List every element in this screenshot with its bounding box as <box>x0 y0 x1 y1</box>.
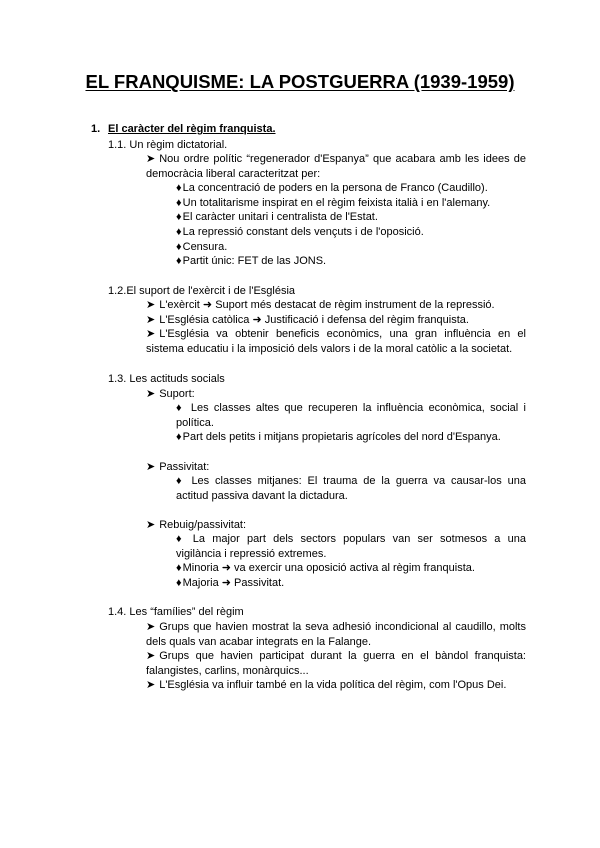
list-item-text: Les classes mitjanes: El trauma de la guerra va causar-los una actitud passiva davant la dictadura. <box>176 475 526 502</box>
item-text: Suport: <box>159 388 195 400</box>
subsection-heading-1-2: 1.2.El suport de l'exèrcit i de l'Església <box>108 285 296 297</box>
subsection-heading-1-4: 1.4. Les “famílies” del règim <box>108 606 244 618</box>
list-item <box>176 532 526 562</box>
diamond-bullet-icon: ♦ <box>176 431 182 443</box>
right-arrow-icon: ➜ <box>202 299 213 311</box>
item-text: L'Església va obtenir beneficis econòmics, una gran influència en el sistema educatiu i la imposició dels valors i de la moral catòlic a la societat. <box>146 328 526 355</box>
arrow-bullet-icon: ➤ <box>146 621 156 633</box>
list-item <box>176 254 326 269</box>
item-right-text: va exercir una oposició activa al règim franquista. <box>234 562 475 574</box>
arrow-bullet-icon: ➤ <box>146 314 156 326</box>
item-left-text: L'exèrcit <box>159 299 200 311</box>
list-item-text: La major part dels sectors populars van ser sotmesos a una vigilància i repressió extremes. <box>176 533 526 560</box>
list-item <box>176 210 378 225</box>
right-arrow-icon: ➜ <box>252 314 262 326</box>
list-item <box>176 561 475 576</box>
list-item <box>176 474 526 504</box>
item-left-text: L'Església catòlica <box>159 314 250 326</box>
section-number: 1. <box>91 123 101 135</box>
arrow-bullet-icon: ➤ <box>146 299 156 311</box>
item-right-text: Passivitat. <box>234 577 285 589</box>
arrow-item <box>146 678 506 693</box>
arrow-item <box>146 313 469 328</box>
list-item-text: La concentració de poders en la persona de Franco (Caudillo). <box>182 182 488 194</box>
subsection-heading-1-3: 1.3. Les actituds socials <box>108 373 225 385</box>
item-right-text: Justificació i defensa del règim franquista. <box>264 314 469 326</box>
diamond-bullet-icon: ♦ <box>176 475 185 487</box>
diamond-bullet-icon: ♦ <box>176 226 182 238</box>
diamond-bullet-icon: ♦ <box>176 577 182 589</box>
list-item-text: Part dels petits i mitjans propietaris agrícoles del nord d'Espanya. <box>182 431 501 443</box>
arrow-bullet-icon: ➤ <box>146 519 156 531</box>
arrow-item <box>146 649 526 679</box>
diamond-bullet-icon: ♦ <box>176 562 182 574</box>
item-text: Passivitat: <box>159 461 210 473</box>
diamond-bullet-icon: ♦ <box>176 255 182 267</box>
list-item <box>176 181 488 196</box>
right-arrow-icon: ➜ <box>221 577 231 589</box>
list-item <box>176 240 227 255</box>
list-item-text: La repressió constant dels vençuts i de l'oposició. <box>182 226 424 238</box>
diamond-bullet-icon: ♦ <box>176 197 182 209</box>
arrow-bullet-icon: ➤ <box>146 388 156 400</box>
arrow-bullet-icon: ➤ <box>146 153 156 165</box>
list-item-text: El caràcter unitari i centralista de l'Estat. <box>182 211 378 223</box>
intro-text: Nou ordre polític “regenerador d'Espanya” que acabara amb les idees de democràcia liberal caracteritzat per: <box>146 153 526 180</box>
arrow-bullet-icon: ➤ <box>146 461 156 473</box>
arrow-item <box>146 387 195 402</box>
item-text: L'Església va influir també en la vida política del règim, com l'Opus Dei. <box>159 679 507 691</box>
list-item <box>176 430 501 445</box>
item-text: Grups que havien mostrat la seva adhesió incondicional al caudillo, molts dels quals van acabar integrats en la Falange. <box>146 621 526 648</box>
subsection-heading-1-1: 1.1. Un règim dictatorial. <box>108 139 228 151</box>
section-title: El caràcter del règim franquista. <box>108 123 276 135</box>
arrow-item <box>146 518 246 533</box>
diamond-bullet-icon: ♦ <box>176 211 182 223</box>
list-item-text: Censura. <box>182 241 228 253</box>
item-left-text: Majoria <box>182 577 219 589</box>
arrow-bullet-icon: ➤ <box>146 328 156 340</box>
arrow-item <box>146 327 526 357</box>
subsection-1-1-intro <box>146 152 526 182</box>
right-arrow-icon: ➜ <box>221 562 231 574</box>
arrow-bullet-icon: ➤ <box>146 679 156 691</box>
list-item-text: Partit únic: FET de las JONS. <box>182 255 327 267</box>
document-title: EL FRANQUISME: LA POSTGUERRA (1939-1959) <box>85 71 515 92</box>
item-right-text: Suport més destacat de règim instrument de la repressió. <box>215 299 495 311</box>
diamond-bullet-icon: ♦ <box>176 402 184 414</box>
list-item <box>176 196 490 211</box>
item-left-text: Minoria <box>182 562 219 574</box>
item-text: Grups que havien participat durant la guerra en el bàndol franquista: falangistes, carlins, monàrquics... <box>146 650 526 677</box>
list-item-text: Les classes altes que recuperen la influència econòmica, social i política. <box>176 402 526 429</box>
arrow-bullet-icon: ➤ <box>146 650 156 662</box>
arrow-item <box>146 298 495 313</box>
diamond-bullet-icon: ♦ <box>176 182 182 194</box>
arrow-item <box>146 460 209 475</box>
diamond-bullet-icon: ♦ <box>176 241 182 253</box>
item-text: Rebuig/passivitat: <box>159 519 247 531</box>
arrow-item <box>146 620 526 650</box>
list-item <box>176 576 284 591</box>
diamond-bullet-icon: ♦ <box>176 533 186 545</box>
list-item-text: Un totalitarisme inspirat en el règim feixista italià i en l'alemany. <box>182 197 491 209</box>
list-item <box>176 225 424 240</box>
list-item <box>176 401 526 431</box>
